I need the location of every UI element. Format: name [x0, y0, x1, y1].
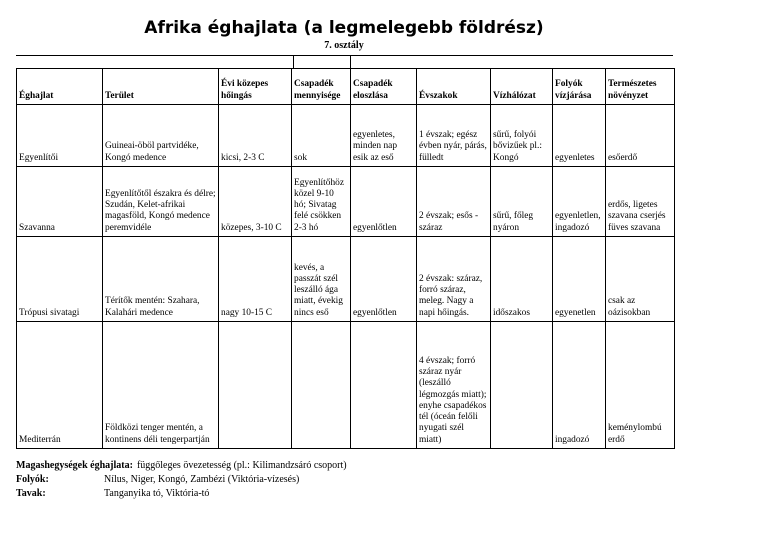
table-cell [219, 322, 292, 449]
lakes-value: Tanganyika tó, Viktória-tó [104, 488, 210, 499]
table-row [17, 322, 675, 449]
climate-table [16, 68, 675, 449]
page-title: Afrika éghajlata (a legmelegebb földrész) [144, 18, 544, 38]
table-cell: sűrű, folyói bővizűek pl.: Kongó [491, 105, 553, 167]
header-cell: Terület [103, 69, 219, 105]
table-cell: Földközi tenger mentén, a kontinens déli tengerpartján [103, 322, 219, 449]
header-cell: Évszakok [417, 69, 491, 105]
table-cell [491, 322, 553, 449]
table-cell: közepes, 3-10 C [219, 167, 292, 237]
table-cell: esőerdő [606, 105, 675, 167]
table-cell: Egyenlítői [17, 105, 103, 167]
table-cell: egyenlőtlen [351, 237, 417, 322]
table-cell: Térítők mentén: Szahara, Kalahári medence [103, 237, 219, 322]
lakes-label: Tavak: [16, 488, 46, 499]
header-cell: Folyók vízjárása [553, 69, 606, 105]
table-cell: 4 évszak; forró száraz nyár (leszálló légmozgás miatt); enyhe csapadékos tél (óceán felőli nyugati szél miatt) [417, 322, 491, 449]
footer-row-lakes [16, 487, 347, 501]
table-cell: egyenletlen, ingadozó [553, 167, 606, 237]
table-cell: Guineai-öböl partvidéke, Kongó medence [103, 105, 219, 167]
table-cell: ingadozó [553, 322, 606, 449]
header-cell: Évi közepes hőingás [219, 69, 292, 105]
table-cell: Szavanna [17, 167, 103, 237]
mountain-climate-value: függőleges övezetesség (pl.: Kilimandzsáró csoport) [136, 460, 347, 471]
table-cell: egyenlőtlen [351, 167, 417, 237]
table-cell: Trópusi sivatagi [17, 237, 103, 322]
table-cell: egyenletes [553, 105, 606, 167]
table-cell: nagy 10-15 C [219, 237, 292, 322]
top-rule [16, 55, 673, 56]
table-cell [292, 322, 351, 449]
table-cell: csak az oázisokban [606, 237, 675, 322]
table-cell: kevés, a passzát szél leszálló ága miatt, évekig nincs eső [292, 237, 351, 322]
footer-row-mountains [16, 459, 347, 473]
header-cell: Csapadék mennyisége [292, 69, 351, 105]
header-cell: Éghajlat [17, 69, 103, 105]
page-subtitle: 7. osztály [324, 40, 364, 51]
header-cell: Vízhálózat [491, 69, 553, 105]
rivers-label: Folyók: [16, 474, 49, 485]
rivers-value: Nílus, Niger, Kongó, Zambézi (Viktória-vízesés) [104, 474, 300, 485]
table-cell: Egyenlítőhöz közel 9-10 hó; Sivatag felé csökken 2-3 hó [292, 167, 351, 237]
table-row [17, 237, 675, 322]
header-cell: Természetes növényzet [606, 69, 675, 105]
table-cell: sok [292, 105, 351, 167]
table-cell: keménylombú erdő [606, 322, 675, 449]
table-cell: Mediterrán [17, 322, 103, 449]
table-cell: egyenletes, minden nap esik az eső [351, 105, 417, 167]
header-cell: Csapadék eloszlása [351, 69, 417, 105]
table-cell: sűrű, főleg nyáron [491, 167, 553, 237]
table-cell: erdős, ligetes szavana cserjés füves szavana [606, 167, 675, 237]
table-cell: 1 évszak; egész évben nyár, párás, fülledt [417, 105, 491, 167]
header-stub-divider [350, 55, 351, 68]
table-cell: 2 évszak: száraz, forró száraz, meleg. Nagy a napi hőingás. [417, 237, 491, 322]
header-stub-divider [293, 55, 294, 68]
table-cell: Egyenlítőtől északra és délre; Szudán, Kelet-afrikai magasföld, Kongó medence peremvidéle [103, 167, 219, 237]
table-cell: egyenetlen [553, 237, 606, 322]
footer-row-rivers [16, 473, 347, 487]
table-cell: 2 évszak; esős - száraz [417, 167, 491, 237]
table-cell [351, 322, 417, 449]
table-header-row [17, 69, 675, 105]
table-cell: időszakos [491, 237, 553, 322]
footer-notes [16, 459, 347, 501]
table-row [17, 105, 675, 167]
table-row [17, 167, 675, 237]
mountain-climate-label: Magashegységek éghajlata: [16, 460, 133, 471]
table-cell: kicsi, 2-3 C [219, 105, 292, 167]
